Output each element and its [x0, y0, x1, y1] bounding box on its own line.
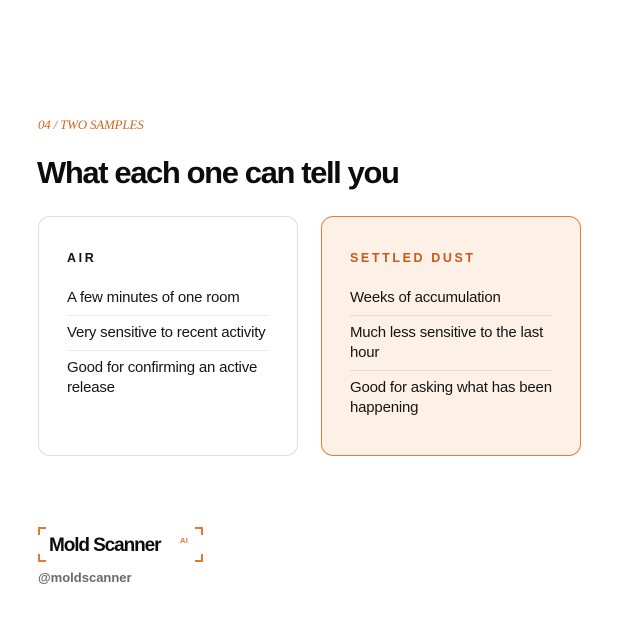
dust-card-title: SETTLED DUST — [350, 251, 476, 265]
air-card-item: A few minutes of one room — [67, 289, 240, 306]
air-card-item: Very sensitive to recent activity — [67, 315, 269, 350]
air-card-title: AIR — [67, 251, 97, 265]
logo-corner-bracket — [38, 527, 46, 535]
section-eyebrow: 04 / TWO SAMPLES — [38, 117, 144, 132]
settled-dust-sample-card — [321, 216, 581, 456]
air-sample-card — [38, 216, 298, 456]
social-handle: @moldscanner — [38, 570, 132, 585]
page-title: What each one can tell you — [37, 155, 399, 190]
logo-corner-bracket — [195, 527, 203, 535]
dust-card-item: Much less sensitive to the last hour — [350, 315, 552, 370]
dust-card-item: Good for asking what has been happening — [350, 370, 552, 425]
air-card-item: Good for confirming an active release — [67, 350, 269, 405]
brand-ai-superscript: AI — [180, 536, 189, 545]
brand-logo — [38, 527, 203, 562]
air-card-list — [67, 281, 269, 405]
logo-corner-bracket — [38, 554, 46, 562]
logo-corner-bracket — [195, 554, 203, 562]
dust-card-item: Weeks of accumulation — [350, 289, 501, 306]
dust-card-list — [350, 281, 552, 425]
brand-name: Mold Scanner — [49, 535, 161, 556]
